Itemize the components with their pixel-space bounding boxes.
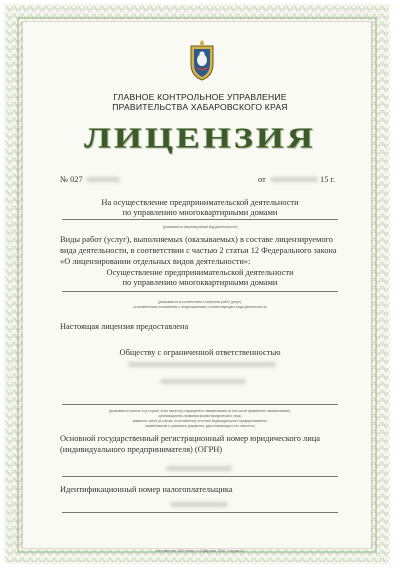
inn-value-redacted bbox=[170, 502, 228, 507]
activity-line2: по управлению многоквартирными домами bbox=[122, 208, 278, 217]
ogrn-label-line2: (индивидуального предпринимателя) (ОГРН) bbox=[60, 445, 223, 454]
works-value-line2: по управлению многоквартирными домами bbox=[122, 278, 278, 287]
grantee-underline bbox=[62, 404, 338, 405]
activity-caption: (указывается лицензируемый вид деятельности) bbox=[162, 225, 238, 229]
grantee-caption-line2: организационно-правовая форма юридического лица, bbox=[158, 414, 242, 418]
works-caption-line2: установленным положением о лицензировании соответствующего вида деятельности) bbox=[133, 305, 267, 309]
ogrn-value-redacted bbox=[166, 466, 232, 471]
works-line2: вида деятельности, в соответствии с частью 2 статьи 12 Федерального закона bbox=[60, 246, 337, 255]
date-year-suffix: 15 г. bbox=[320, 175, 336, 184]
works-underline bbox=[62, 291, 338, 292]
grantee-caption-line1: (указывается полное и (в случае, если имеется) сокращенное наименование (в том числе фирменное наименование), bbox=[108, 409, 292, 413]
org-name-line1: ГЛАВНОЕ КОНТРОЛЬНОЕ УПРАВЛЕНИЕ bbox=[113, 92, 287, 102]
grantee-name-redacted bbox=[128, 362, 276, 367]
works-line3: «О лицензировании отдельных видов деятельности»: bbox=[60, 257, 251, 266]
ogrn-label-line1: Основной государственный регистрационный номер юридического лица bbox=[60, 434, 320, 443]
activity-underline bbox=[62, 219, 338, 220]
activity-line1: На осуществление предпринимательской деятельности bbox=[101, 198, 299, 207]
inn-underline bbox=[62, 512, 338, 513]
grantee-caption-line4: наименование и реквизиты документа, удостоверяющего его личность) bbox=[145, 424, 255, 428]
license-number-label: № 027 bbox=[60, 175, 83, 184]
works-line1: Виды работ (услуг), выполняемых (оказываемых) в составе лицензируемого bbox=[60, 235, 333, 244]
grantee-org-name: Обществу с ограниченной ответственностью bbox=[119, 348, 281, 357]
printer-footer: Изготовитель ЗАО «Знак», г. Хабаровск, 2014, т. тираж 40. bbox=[155, 549, 245, 553]
ogrn-underline bbox=[62, 476, 338, 477]
org-name-line2: ПРАВИТЕЛЬСТВА ХАБАРОВСКОГО КРАЯ bbox=[112, 102, 288, 112]
grantee-label: Настоящая лицензия предоставлена bbox=[60, 322, 189, 331]
works-caption-line1: (указывается в соответствии с перечнем работ (услуг), bbox=[157, 300, 243, 304]
date-label: от bbox=[258, 175, 266, 184]
date-redacted bbox=[270, 177, 318, 182]
coat-of-arms-emblem bbox=[187, 40, 217, 82]
license-number-redacted bbox=[86, 177, 120, 182]
works-value-line1: Осуществление предпринимательской деятельности bbox=[106, 268, 294, 277]
grantee-caption-line3: фамилия, имя и (в случае, если имеется) отчество индивидуального предпринимателя, bbox=[132, 419, 268, 423]
inn-label: Идентификационный номер налогоплательщика bbox=[60, 485, 233, 494]
document-title: ЛИЦЕНЗИЯ bbox=[84, 122, 316, 154]
grantee-short-name-redacted bbox=[160, 379, 246, 384]
